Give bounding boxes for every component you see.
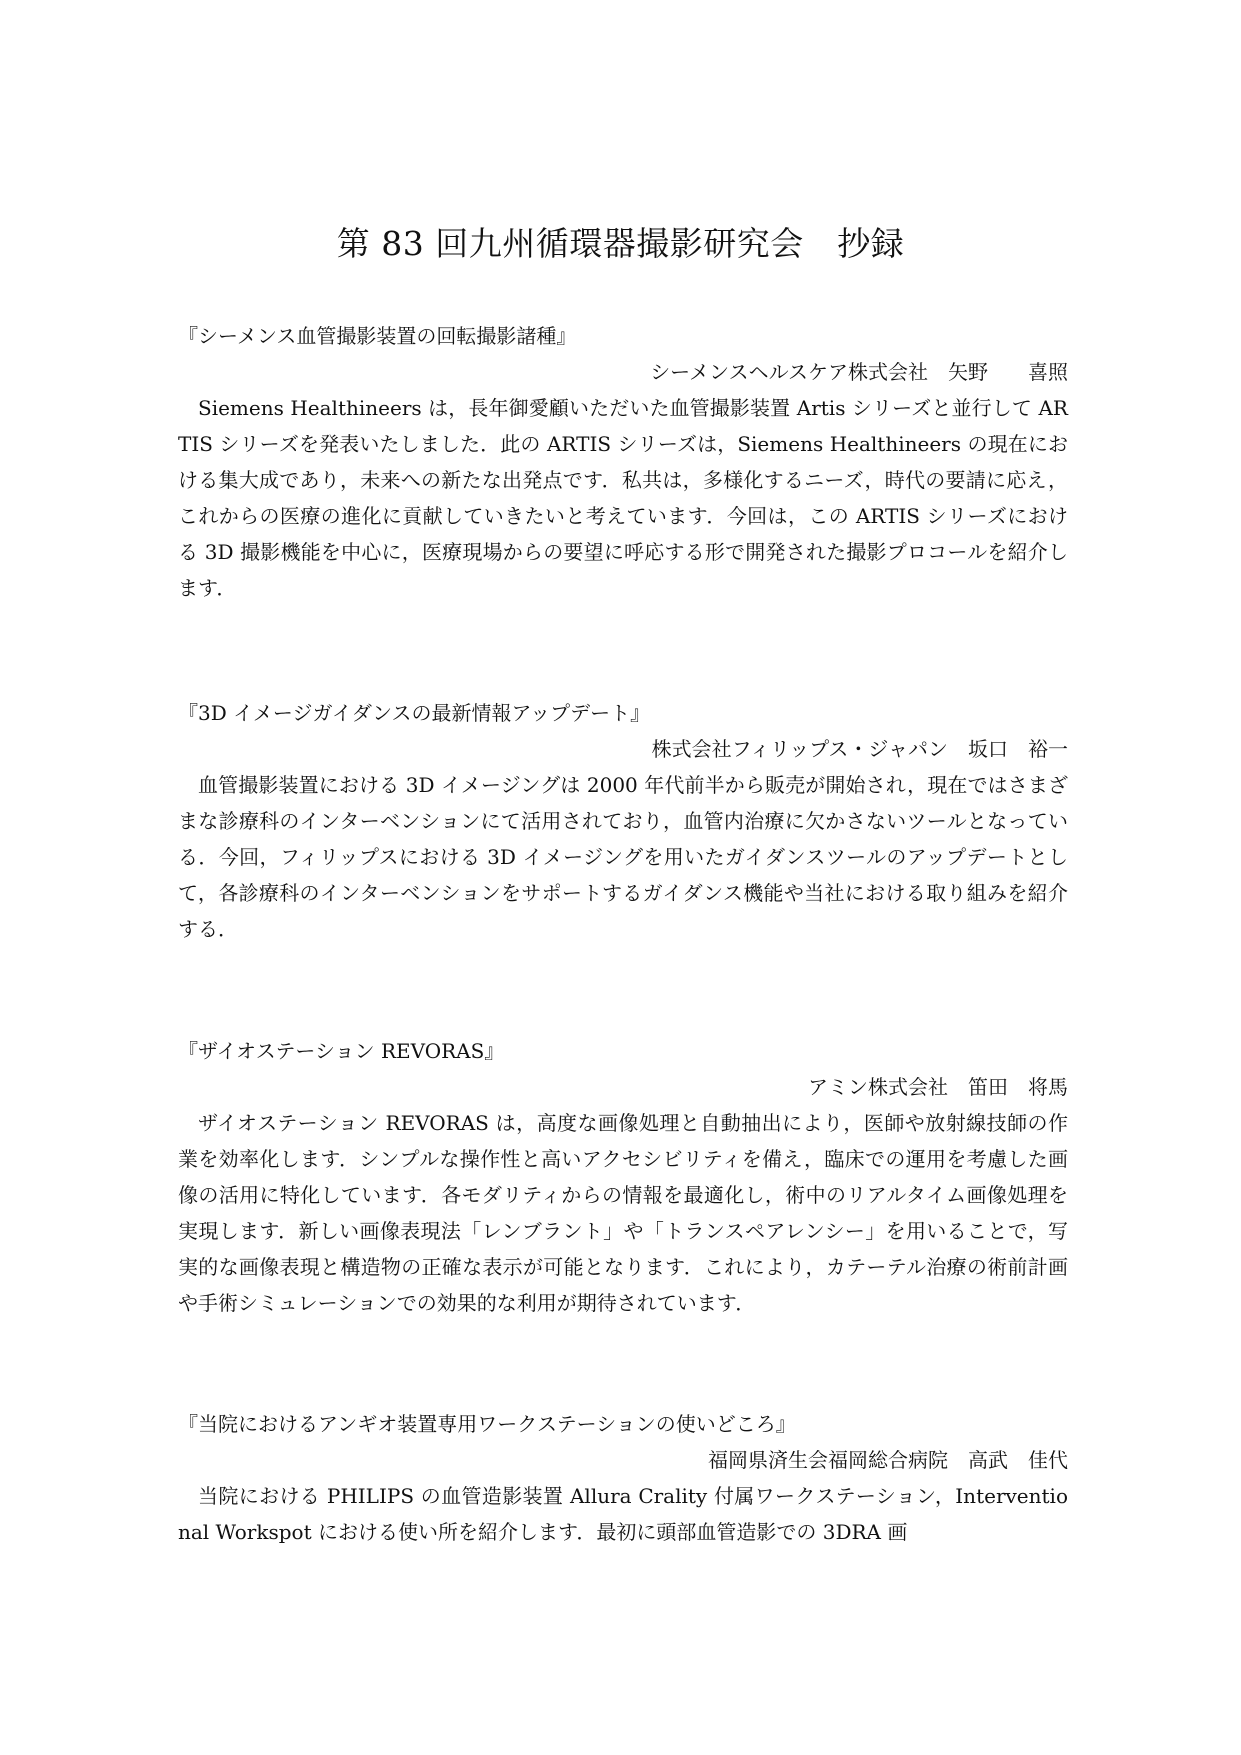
- abstract-siemens: [178, 318, 1068, 606]
- abstract-body: ザイオステーション REVORAS は，高度な画像処理と自動抽出により，医師や放射線技師の作業を効率化します．シンプルな操作性と高いアクセシビリティを備え，臨床での運用を考慮した画像の活用に特化しています．各モダリティからの情報を最適化し，術中のリアルタイム画像処理を実現します．新しい画像表現法「レンブラント」や「トランスペアレンシー」を用いることで，写実的な画像表現と構造物の正確な表示が可能となります．これにより，カテーテル治療の術前計画や手術シミュレーションでの効果的な利用が期待されています．: [178, 1111, 1068, 1315]
- abstract-title: 『3D イメージガイダンスの最新情報アップデート』: [178, 701, 651, 725]
- abstract-body: 当院における PHILIPS の血管造影装置 Allura Crality 付属ワークステーション，Interventional Workspot における使い所を紹介します．最初に頭部血管造影での 3DRA 画: [178, 1484, 1068, 1544]
- abstract-ziostation: [178, 1033, 1068, 1321]
- abstract-title: 『ザイオステーション REVORAS』: [178, 1039, 505, 1063]
- abstract-title: 『当院におけるアンギオ装置専用ワークステーションの使いどころ』: [178, 1412, 796, 1436]
- abstract-author: 福岡県済生会福岡総合病院 高武 佳代: [708, 1448, 1068, 1472]
- abstract-author: アミン株式会社 笛田 将馬: [808, 1075, 1068, 1099]
- abstract-author: シーメンスヘルスケア株式会社 矢野 喜照: [650, 360, 1068, 384]
- abstract-author: 株式会社フィリップス・ジャパン 坂口 裕一: [651, 737, 1068, 761]
- abstract-philips: [178, 695, 1068, 947]
- abstract-body: 血管撮影装置における 3D イメージングは 2000 年代前半から販売が開始され，現在ではさまざまな診療科のインターベンションにて活用されており，血管内治療に欠かさないツールとなっている．今回，フィリップスにおける 3D イメージングを用いたガイダンスツールのアップデートとして，各診療科のインターベンションをサポートするガイダンス機能や当社における取り組みを紹介する．: [178, 773, 1068, 941]
- abstract-saiseikai: [178, 1406, 1068, 1550]
- document-title: 第 83 回九州循環器撮影研究会 抄録: [336, 224, 905, 263]
- abstract-body: Siemens Healthineers は，長年御愛顧いただいた血管撮影装置 Artis シリーズと並行して ARTIS シリーズを発表いたしました．此の ARTIS シリーズは，Siemens Healthineers の現在における集大成であり，未来への新たな出発点です．私共は，多様化するニーズ，時代の要請に応え，これからの医療の進化に貢献していきたいと考えています．今回は，この ARTIS シリーズにおける 3D 撮影機能を中心に，医療現場からの要望に呼応する形で開発された撮影プロコールを紹介します．: [178, 396, 1068, 600]
- abstract-title: 『シーメンス血管撮影装置の回転撮影諸種』: [178, 324, 577, 348]
